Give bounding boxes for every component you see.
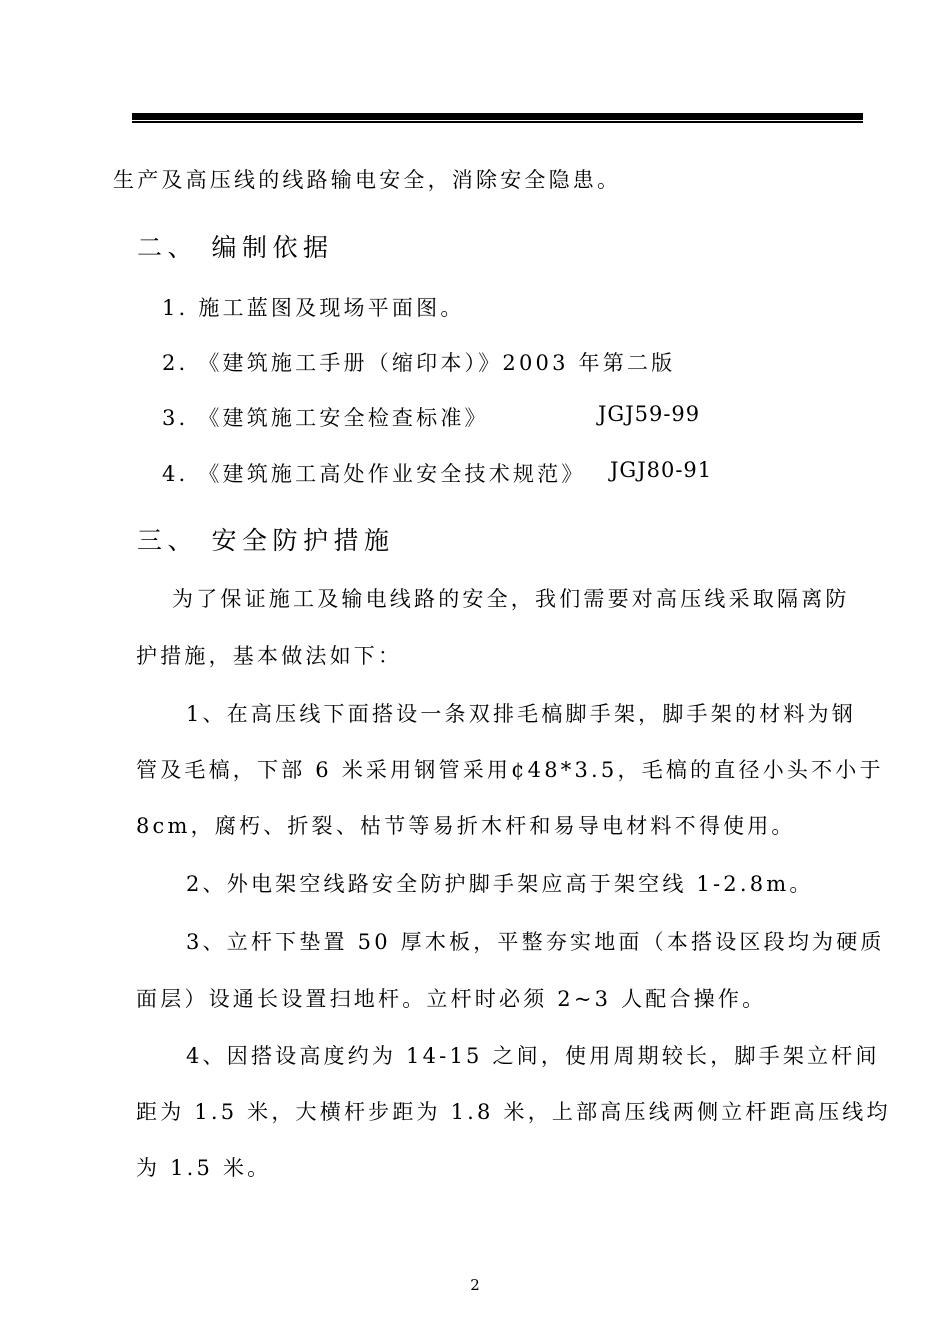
section-heading-basis: 二、 编制依据 xyxy=(137,233,334,262)
body-line: 面层）设通长设置扫地杆。立杆时必须 2~3 人配合操作。 xyxy=(136,987,767,1011)
page-number: 2 xyxy=(470,1276,480,1294)
basis-item-number: 4. xyxy=(162,462,189,486)
basis-item-number: 2. xyxy=(162,351,189,375)
body-line: 1、在高压线下面搭设一条双排毛槁脚手架，脚手架的材料为钢 xyxy=(186,702,856,726)
body-line: 护措施，基本做法如下： xyxy=(136,644,403,668)
body-line: 为了保证施工及输电线路的安全，我们需要对高压线采取隔离防 xyxy=(172,587,850,611)
body-line: 4、因搭设高度约为 14-15 之间，使用周期较长，脚手架立杆间 xyxy=(186,1044,880,1068)
basis-item-number: 3. xyxy=(162,406,189,430)
body-line: 管及毛槁，下部 6 米采用钢管采用¢48*3.5，毛槁的直径小头不小于 xyxy=(136,758,884,782)
basis-item-text: 施工蓝图及现场平面图。 xyxy=(198,296,465,320)
basis-item xyxy=(162,402,489,432)
basis-item xyxy=(162,458,586,488)
basis-item-number: 1. xyxy=(162,296,189,320)
basis-item xyxy=(162,347,675,377)
basis-item xyxy=(162,292,465,322)
basis-item-text: 《建筑施工高处作业安全技术规范》 xyxy=(198,462,586,486)
body-line: 距为 1.5 米，大横杆步距为 1.8 米，上部高压线两侧立杆距高压线均 xyxy=(136,1100,891,1124)
standard-code: JGJ80-91 xyxy=(610,458,713,482)
body-line: 为 1.5 米。 xyxy=(136,1156,272,1180)
body-line: 8cm，腐朽、折裂、枯节等易折木杆和易导电材料不得使用。 xyxy=(136,814,796,838)
header-rule-thin xyxy=(132,121,863,123)
basis-item-text: 《建筑施工手册（缩印本）》2003 年第二版 xyxy=(198,351,676,375)
intro-line: 生产及高压线的线路输电安全，消除安全隐患。 xyxy=(113,168,622,192)
section-heading-measures: 三、 安全防护措施 xyxy=(137,526,395,555)
header-rule-thick xyxy=(132,113,863,120)
body-line: 3、立杆下垫置 50 厚木板，平整夯实地面（本搭设区段均为硬质 xyxy=(186,930,885,954)
body-line: 2、外电架空线路安全防护脚手架应高于架空线 1-2.8m。 xyxy=(186,872,814,896)
standard-code: JGJ59-99 xyxy=(598,402,701,426)
basis-item-text: 《建筑施工安全检查标准》 xyxy=(198,406,489,430)
